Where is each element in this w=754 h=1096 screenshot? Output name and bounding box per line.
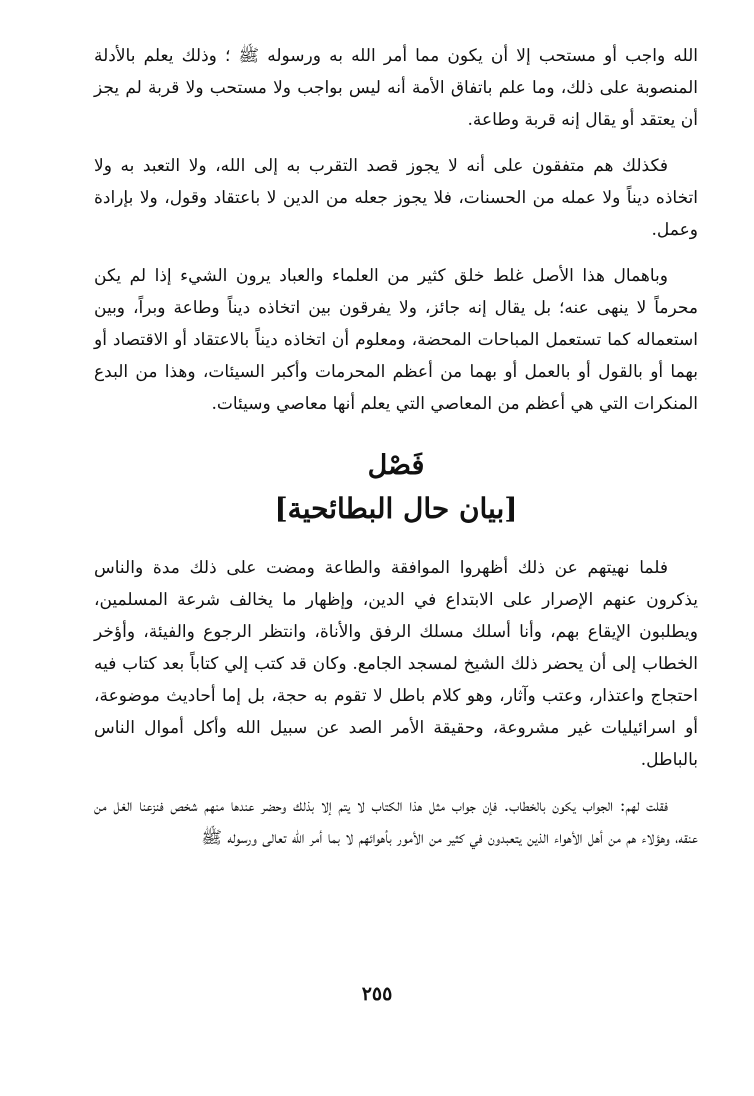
section-label: فَصْل [367, 450, 425, 481]
page-number: ٢٥٥ [361, 983, 393, 1005]
paragraph: فكذلك هم متفقون على أنه لا يجوز قصد التقرب به إلى الله، ولا التعبد به ولا اتخاذه ديناً ولا عمله من الحسنات، فلا يجوز جعله من الدين لا باعتقاد وقول، ولا بإرادة وعمل. [94, 156, 698, 240]
paragraph: فقلت لهم: الجواب يكون بالخطاب. فإن جواب مثل هذا الكتاب لا يتم إلا بذلك وحضر عندها منهم شخص فنزعنا الغل من عنقه، وهؤلاء هم من أهل الأهواء الذين يتعبدون في كثير من الأمور بأهوائهم لا بما أمر الله تعالى ورسوله ﷺ [94, 796, 698, 848]
paragraph: وباهمال هذا الأصل غلط خلق كثير من العلماء والعباد يرون الشيء إذا لم يكن محرماً لا ينهى عنه؛ بل يقال إنه جائز، ولا يفرقون بين اتخاذه ديناً وطاعة وبراً، وبين استعماله كما تستعمل المباحات المحضة، ومعلوم أن اتخاذه ديناً بالاعتقاد أو الاقتصاد أو بهما أو بالقول أو بالعمل أو بهما من أعظم المحرمات وأكبر السيئات، وهذا من البدع المنكرات التي هي أعظم من المعاصي التي يعلم أنها معاصي وسيئات. [94, 266, 698, 414]
paragraph-continuation: الله واجب أو مستحب إلا أن يكون مما أمر الله به ورسوله ﷺ ؛ وذلك يعلم بالأدلة المنصوبة على ذلك، وما علم باتفاق الأمة أنه ليس بواجب ولا مستحب ولا قربة لم يجز أن يعتقد أو يقال إنه قربة وطاعة. [94, 46, 698, 130]
section-title: [بيان حال البطائحية] [274, 492, 518, 525]
page-body [94, 40, 698, 868]
paragraph: فلما نهيتهم عن ذلك أظهروا الموافقة والطاعة ومضت على ذلك مدة والناس يذكرون عنهم الإصرار على الابتداع في الدين، وإظهار ما يخالف شرعة المسلمين، ويطلبون الإيقاع بهم، وأنا أسلك مسلك الرفق والأناة، وانتظر الرجوع والفيئة، وأؤخر الخطاب إلى أن يحضر ذلك الشيخ لمسجد الجامع. وكان قد كتب إلي كتاباً بعد كتاب فيه احتجاج واعتذار، وعتب وآثار، وهو كلام باطل لا تقوم به حجة، بل إما أحاديث موضوعة، أو اسرائيليات غير مشروعة، وحقيقة الأمر الصد عن سبيل الله وأكل أموال الناس بالباطل. [94, 558, 698, 770]
section-heading [94, 446, 698, 532]
